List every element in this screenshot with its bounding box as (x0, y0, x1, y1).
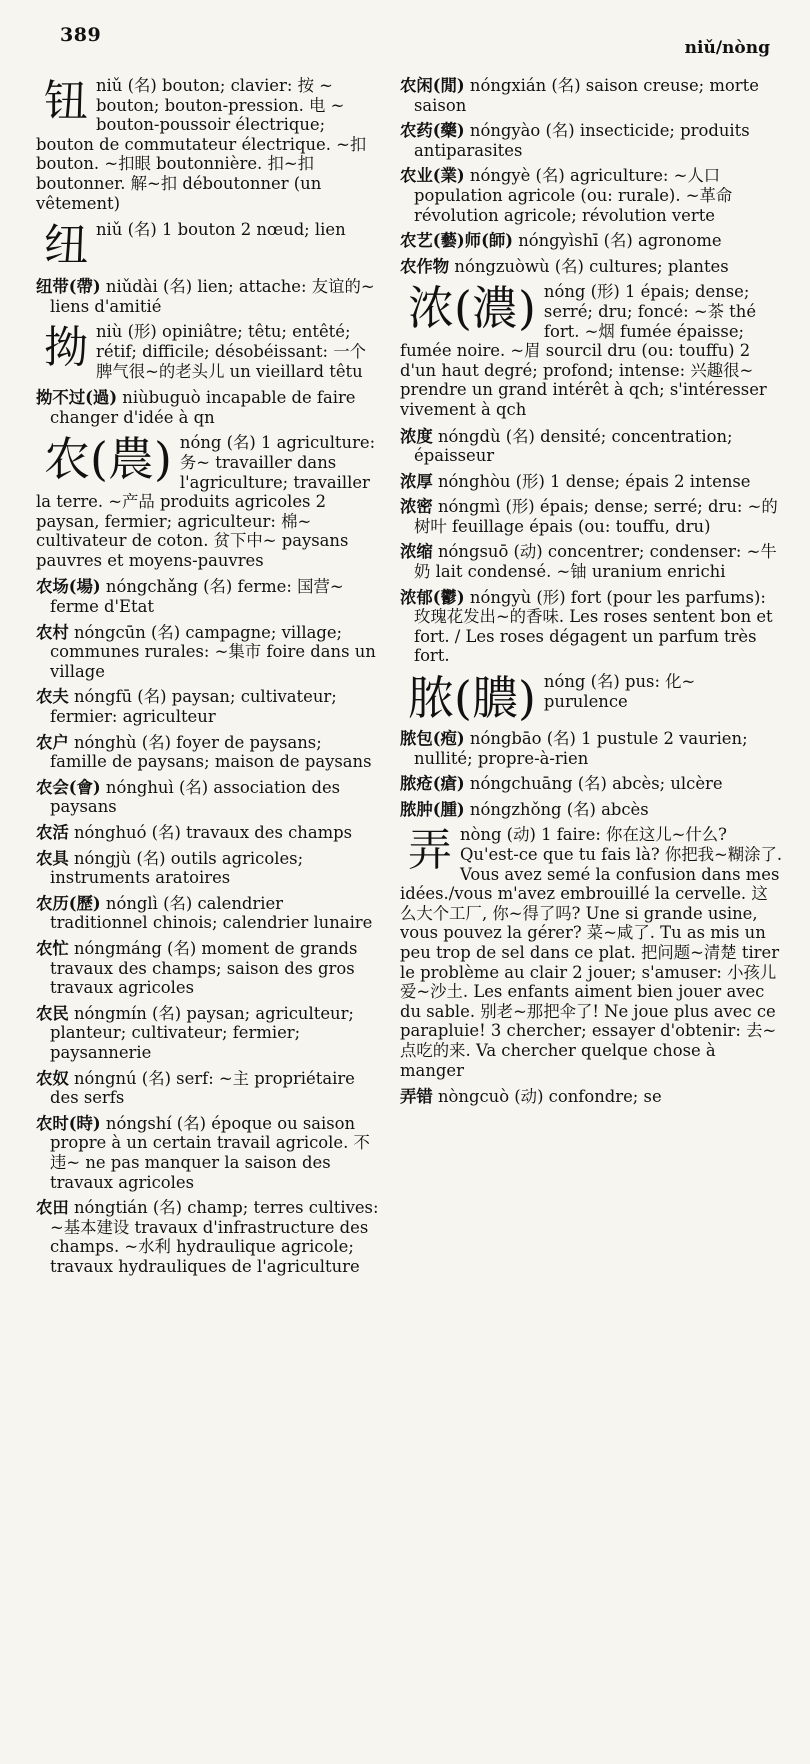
entry-nongchang (36, 577, 382, 616)
right-column (400, 76, 784, 1113)
headword: 农民 (36, 1003, 69, 1023)
headword: 浓厚 (400, 471, 433, 491)
entry-nong-epais (400, 282, 784, 419)
entry-text: nóngjù (名) outils agricoles; instruments aratoires (50, 848, 304, 888)
entry-text: nóngchuāng (名) abcès; ulcère (469, 774, 723, 794)
entry-text: nóngtián (名) champ; terres cultives: ~基本建设 travaux d'infrastructure des champs. ~水利 hydraulique agricole; travaux hydrauliques de l'agriculture (50, 1198, 379, 1276)
entry-text: nóngzhǒng (名) abcès (469, 799, 649, 819)
entry-text: nóngyù (形) fort (pour les parfums): 玫瑰花发出~的香味. Les roses sentent bon et fort. / Les roses dégagent un parfum très fort. (414, 587, 773, 666)
headword: 浓缩 (400, 542, 433, 562)
entry-text: nóng (形) 1 épais; dense; serré; dru; foncé: ~茶 thé fort. ~烟 fumée épaisse; fumée noire. ~眉 sourcil dru (ou: touffu) 2 d'un haut degré; profond; intense: 兴趣很~ prendre un grand intérêt à qch; s'intéresser vivement à qch (400, 282, 767, 419)
entry-nonghui (36, 778, 382, 817)
entry-text: nóngdù (名) densité; concentration; épaisseur (414, 426, 733, 466)
entry-text: nóngzuòwù (名) cultures; plantes (454, 256, 729, 276)
entry-text: nónghuì (名) association des paysans (50, 777, 341, 817)
entry-text: nóngnú (名) serf: ~主 propriétaire des serfs (50, 1068, 355, 1108)
entry-text: nóngmáng (名) moment de grands travaux des champs; saison des gros travaux agricoles (50, 938, 358, 998)
headword: 农奴 (36, 1068, 69, 1088)
left-column (36, 76, 382, 1282)
entry-text: nóngmín (名) paysan; agriculteur; planteur; cultivateur; fermier; paysannerie (50, 1003, 354, 1062)
headword: 脓肿(腫) (400, 799, 465, 819)
headword: 农具 (36, 848, 69, 868)
headword: 农村 (36, 622, 69, 642)
entry-nongfu (36, 687, 382, 726)
entry-nongmin (36, 1004, 382, 1063)
entry-nongyishi (400, 231, 784, 251)
headword: 拗 (44, 322, 88, 374)
entry-text: nónghòu (形) 1 dense; épais 2 intense (438, 471, 751, 491)
entry-text: nóngbāo (名) 1 pustule 2 vaurien; nullité; propre-à-rien (414, 729, 748, 768)
entry-nong-pus (400, 671, 784, 726)
entry-nonghu (36, 733, 382, 772)
entry-text: nónghuó (名) travaux des champs (74, 823, 353, 842)
entry-text: nóngyào (名) insecticide; produits antiparasites (414, 121, 750, 160)
headword: 农时(時) (36, 1113, 101, 1133)
headword: 农活 (36, 823, 69, 842)
entry-nongzhong (400, 800, 784, 820)
entry-nongbao (400, 729, 784, 768)
entry-nonghuo (36, 823, 382, 843)
entry-text: nónglì (名) calendrier traditionnel chinois; calendrier lunaire (50, 893, 373, 933)
entry-text: nóngfū (名) paysan; cultivateur; fermier: agriculteur (50, 687, 337, 727)
entry-nongcun (36, 623, 382, 682)
entry-text: nóng (名) pus: 化~ purulence (543, 672, 696, 711)
headword: 脓疮(瘡) (400, 774, 465, 794)
entry-text: nòng (动) 1 faire: 你在这儿~什么? Qu'est-ce que tu fais là? 你把我~糊涂了. Vous avez semé la confusion dans mes idées./vous m'avez embrouillé la cervelle. 这么大个工厂, 你~得了吗? Une si grande usine, vous pouvez la gérer? 菜~咸了. Tu as mis un peu trop de sel dans ce plat. 把问题~清楚 tirer le problème au clair 2 jouer; s'amuser: 小孩儿爱~沙土. Les enfants aiment bien jouer avec du sable. 别老~那把伞了! Ne joue plus avec ce parapluie! 3 chercher; essayer d'obtenir: 去~点吃的来. Va chercher quelque chose à manger (400, 825, 783, 1080)
headword: 农闲(閒) (400, 76, 465, 95)
headword: 浓度 (400, 426, 433, 446)
entry-text: niǔdài (名) lien; attache: 友谊的~ liens d'amitié (50, 277, 375, 316)
entry-text: niǔ (名) bouton; clavier: 按 ~ bouton; bouton-pression. 电 ~ bouton-poussoir électrique; bouton de commutateur électrique. ~扣 bouton. ~扣眼 boutonnière. 扣~扣 boutonner. 解~扣 déboutonner (un vêtement) (36, 76, 367, 213)
entry-nongye (400, 166, 784, 225)
headword: 浓(濃) (408, 281, 536, 336)
entry-nong-agriculture (36, 433, 382, 570)
entry-text: nónghù (名) foyer de paysans; famille de paysans; maison de paysans (50, 732, 372, 772)
headword: 农忙 (36, 938, 69, 958)
entry-text: nóngmì (形) épais; dense; serré; dru: ~的树叶 feuillage épais (ou: touffu, dru) (414, 497, 778, 536)
entry-niu-opiniatre (36, 322, 382, 381)
headword: 纽带(帶) (36, 277, 101, 297)
headword: 弄 (408, 825, 452, 877)
headword: 农户 (36, 732, 69, 752)
entry-text: nóngxián (名) saison creuse; morte saison (414, 76, 759, 115)
entry-text: nóngshí (名) époque ou saison propre à un certain travail agricole. 不违~ ne pas manquer la saison des travaux agricoles (50, 1113, 370, 1192)
entry-text: nóngcūn (名) campagne; village; communes rurales: ~集市 foire dans un village (50, 622, 376, 681)
headword: 农夫 (36, 687, 69, 707)
headword: 浓郁(鬱) (400, 587, 465, 607)
headword: 农田 (36, 1198, 69, 1218)
entry-text: nóngchǎng (名) ferme: 国营~ ferme d'Etat (50, 577, 344, 617)
entry-text: nóngyìshī (名) agronome (518, 231, 722, 251)
entry-nongzuowu (400, 257, 784, 277)
entry-nongchuang (400, 774, 784, 794)
entry-text: nòngcuò (动) confondre; se (438, 1087, 662, 1107)
headword: 钮 (44, 76, 88, 127)
headword: 脓(膿) (408, 671, 536, 726)
entry-text: nóngyè (名) agriculture: ~人口 population agricole (ou: rurale). ~革命 révolution agricole; révolution verte (414, 166, 733, 225)
headword: 农(農) (44, 432, 172, 487)
running-head: niǔ/nòng (684, 38, 770, 58)
entry-nongnu (36, 1069, 382, 1108)
entry-nongli (36, 894, 382, 933)
entry-niudai (36, 277, 382, 316)
entry-niu-bouton (36, 76, 382, 213)
entry-nong-faire (400, 825, 784, 1080)
headword: 农场(場) (36, 577, 101, 597)
headword: 农药(藥) (400, 121, 465, 141)
entry-nongcuo (400, 1087, 784, 1107)
headword: 农历(歷) (36, 893, 101, 913)
entry-nongmi (400, 497, 784, 536)
entry-nonghou (400, 472, 784, 492)
entry-nongdu (400, 427, 784, 466)
entry-text: nóngsuō (动) concentrer; condenser: ~牛奶 lait condensé. ~铀 uranium enrichi (414, 542, 777, 582)
headword: 农会(會) (36, 777, 101, 797)
entry-text: niùbuguò incapable de faire changer d'idée à qn (50, 388, 356, 427)
entry-niu-lien (36, 220, 382, 270)
page-number: 389 (60, 24, 102, 46)
headword: 脓包(疱) (400, 729, 465, 749)
headword: 纽 (44, 220, 88, 272)
entry-nongtian (36, 1198, 382, 1276)
headword: 浓密 (400, 497, 433, 517)
entry-niubuguo (36, 388, 382, 427)
entry-nongju (36, 849, 382, 888)
entry-text: niù (形) opiniâtre; têtu; entêté; rétif; difficile; désobéissant: 一个脾气很~的老头儿 un vieillard têtu (96, 322, 367, 381)
entry-nongyu (400, 588, 784, 666)
entry-nongshi (36, 1114, 382, 1192)
entry-nongxian (400, 76, 784, 115)
entry-nongmang (36, 939, 382, 998)
headword: 农艺(藝)师(師) (400, 231, 513, 251)
headword: 农作物 (400, 256, 450, 276)
headword: 拗不过(過) (36, 388, 118, 408)
headword: 农业(業) (400, 166, 465, 186)
entry-text: niǔ (名) 1 bouton 2 nœud; lien (96, 220, 346, 240)
headword: 弄错 (400, 1087, 433, 1107)
entry-nongyao (400, 121, 784, 160)
entry-nongsuo (400, 542, 784, 581)
entry-text: nóng (名) 1 agriculture: 务~ travailler dans l'agriculture; travailler la terre. ~产品 produits agricoles 2 paysan, fermier; agriculteur: 棉~ cultivateur de coton. 贫下中~ paysans pauvres et moyens-pauvres (36, 433, 376, 570)
